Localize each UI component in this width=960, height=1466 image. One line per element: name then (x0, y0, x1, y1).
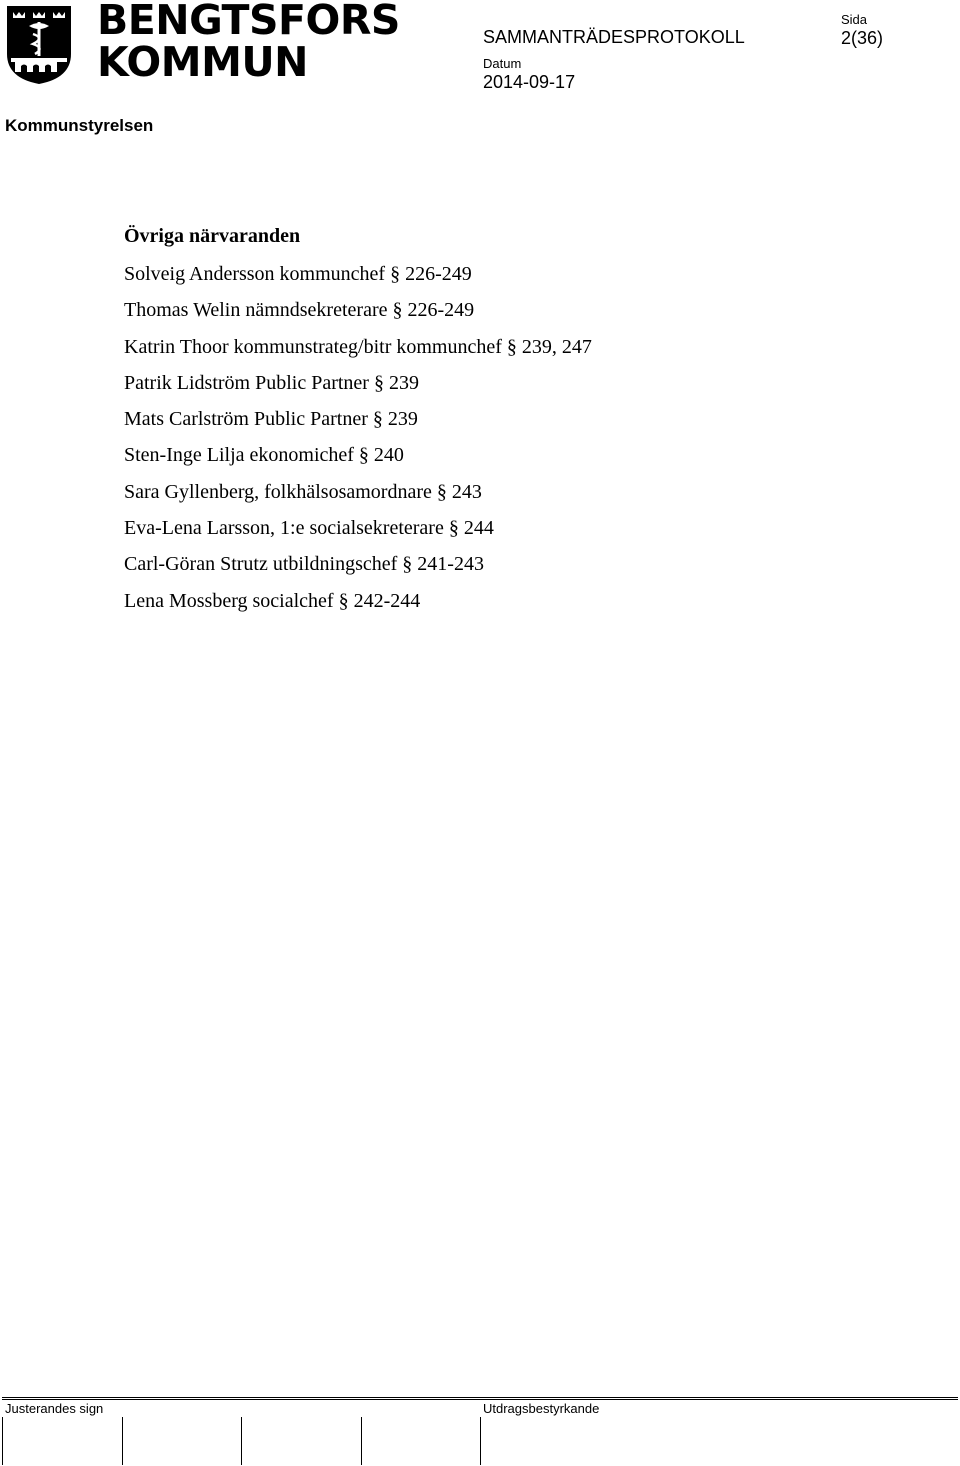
list-item (124, 401, 592, 437)
signature-footer (2, 1397, 958, 1465)
signature-box-divider (361, 1417, 362, 1465)
signature-box-divider (241, 1417, 242, 1465)
footer-divider (2, 1399, 958, 1400)
protocol-content (124, 220, 592, 619)
section-symbol: § (338, 589, 349, 612)
brand-name-line2: KOMMUN (97, 38, 308, 86)
paragraph-ref: 242-244 (353, 589, 421, 612)
list-item (124, 365, 592, 401)
section-symbol: § (392, 299, 403, 322)
attendee-text: Carl-Göran Strutz utbildningschef (124, 553, 398, 576)
list-item (124, 256, 592, 292)
footer-divider (2, 1397, 958, 1398)
attendee-text: Solveig Andersson kommunchef (124, 263, 386, 285)
list-item (124, 474, 592, 510)
attendee-text: Katrin Thoor kommunstrateg/bitr kommunchef (124, 335, 502, 358)
section-symbol: § (506, 335, 517, 358)
section-symbol: § (402, 553, 413, 576)
paragraph-ref: 226-249 (405, 263, 472, 285)
paragraph-ref: 240 (373, 444, 404, 467)
paragraph-ref: 226-249 (407, 299, 475, 322)
signature-box-divider (480, 1417, 481, 1465)
page-label: Sida (841, 12, 868, 27)
attendee-text: Thomas Welin nämndsekreterare (124, 299, 388, 322)
logo (5, 0, 400, 86)
paragraph-ref: 239, 247 (521, 335, 592, 358)
brand-name-line1: BENGTSFORS (97, 0, 400, 44)
date-label: Datum (483, 56, 522, 71)
section-symbol: § (448, 517, 459, 540)
list-item (124, 546, 592, 582)
section-symbol: § (372, 408, 383, 431)
signature-box-divider (122, 1417, 123, 1465)
paragraph-ref: 241-243 (417, 553, 484, 576)
organization-unit: Kommunstyrelsen (5, 116, 154, 135)
attendee-text: Lena Mossberg socialchef (124, 589, 334, 612)
municipal-coat-of-arms-icon (5, 4, 73, 86)
attendee-text: Patrik Lidström Public Partner (124, 371, 369, 394)
document-type: SAMMANTRÄDESPROTOKOLL (483, 27, 745, 47)
signature-box-divider (2, 1417, 3, 1465)
list-item (124, 292, 592, 328)
attendee-text: Sten-Inge Lilja ekonomichef (124, 444, 354, 467)
paragraph-ref: 239 (387, 408, 418, 431)
attendee-text: Eva-Lena Larsson, 1:e socialsekreterare (124, 517, 444, 540)
list-item (124, 583, 592, 619)
attendee-text: Mats Carlström Public Partner (124, 408, 368, 431)
section-symbol: § (436, 480, 447, 503)
section-symbol: § (373, 371, 384, 394)
attendee-list (124, 256, 592, 619)
list-item (124, 329, 592, 365)
list-item (124, 437, 592, 473)
paragraph-ref: 243 (451, 480, 482, 503)
signature-label: Justerandes sign (5, 1401, 104, 1416)
date-value: 2014-09-17 (483, 72, 576, 92)
page-number: 2(36) (841, 28, 884, 48)
extract-certification-label: Utdragsbestyrkande (483, 1401, 600, 1416)
list-item (124, 510, 592, 546)
paragraph-ref: 244 (463, 517, 494, 540)
section-symbol: § (390, 263, 401, 285)
attendee-text: Sara Gyllenberg, folkhälsosamordnare (124, 480, 432, 503)
paragraph-ref: 239 (388, 371, 419, 394)
section-symbol: § (358, 444, 369, 467)
section-heading: Övriga närvaranden (124, 225, 301, 247)
